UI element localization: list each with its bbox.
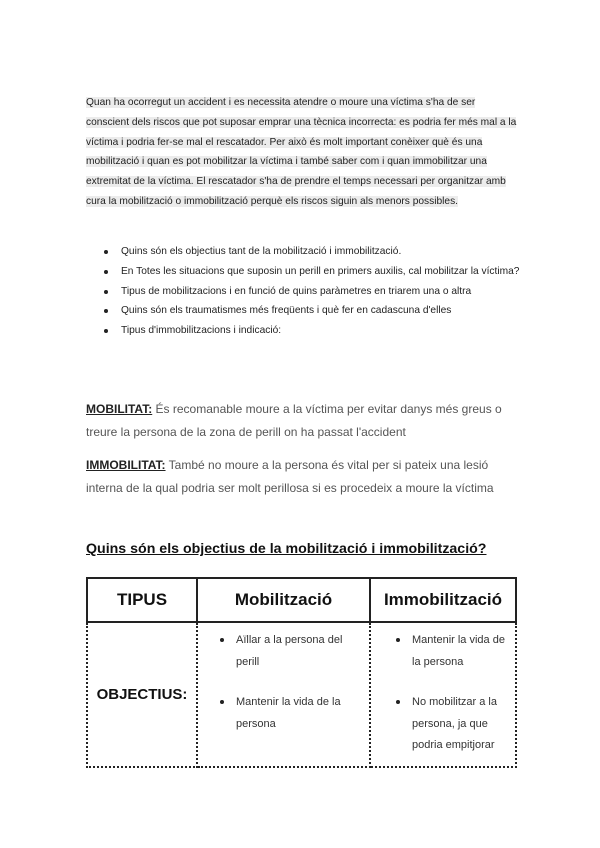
bullet-icon [220,638,224,642]
row-label-objectius: OBJECTIUS: [87,622,197,767]
bullet-icon [220,700,224,704]
definition-immobilitat [86,454,516,499]
intro-paragraph [86,93,518,212]
list-item [86,282,526,302]
list-item-text: Tipus d'immobilitzacions i indicació: [121,325,282,337]
list-item [86,321,526,341]
list-item [371,692,507,757]
list-item [86,301,526,321]
mobilitzacio-list [198,623,369,735]
list-item-text: Mantenir la vida de la persona [236,696,341,730]
list-item [371,630,507,673]
definition-text: També no moure a la persona és vital per si pateix una lesió interna de la qual podria ser molt perillosa si es procedeix a moure la víctima [86,458,494,495]
list-item-text: Tipus de mobilitzacions i en funció de quins paràmetres en triarem una o altra [121,285,472,297]
definition-term: IMMOBILITAT: [86,458,166,472]
immobilitzacio-list [371,623,515,757]
section-title: Quins són els objectius de la mobilització i immobilització? [86,541,487,557]
bullet-icon [104,290,108,294]
bullet-icon [104,250,108,254]
table-header-row [87,578,516,622]
definition-mobilitat [86,398,516,443]
header-tipus: TIPUS [87,578,197,622]
list-item-text: Aïllar a la persona del perill [236,634,343,668]
list-item-text: Quins són els traumatismes més freqüents i què fer en cadascuna d'elles [121,305,452,317]
objectives-table [86,577,517,768]
list-item [86,262,526,282]
header-mobilitzacio: Mobilització [197,578,370,622]
list-item-text: No mobilitzar a la persona, ja que podria empitjorar [412,696,497,751]
list-item-text: Mantenir la vida de la persona [412,634,505,668]
immobilitzacio-cell [370,622,516,767]
bullet-icon [104,270,108,274]
table-row [87,622,516,767]
list-item [86,242,526,262]
list-item [198,692,361,735]
list-item-text: En Totes les situacions que suposin un perill en primers auxilis, cal mobilitzar la víctima? [121,265,520,277]
list-item [198,630,361,673]
definition-text: És recomanable moure a la víctima per evitar danys més greus o treure la persona de la zona de perill on ha passat l'accident [86,402,502,439]
bullet-icon [396,700,400,704]
bullet-icon [104,309,108,313]
header-immobilitzacio: Immobilització [370,578,516,622]
intro-text: Quan ha ocorregut un accident i es necessita atendre o moure una víctima s'ha de ser conscient dels riscos que pot suposar emprar una tècnica incorrecta: es podria fer més mal a la víctima i podria fer-se mal el rescatador. Per això és molt important conèixer què és una mobilització i quan es pot mobilitzar la víctima i també saber com i quan immobilitzar una extremitat de la víctima. El rescatador s'ha de prendre el temps necessari per organitzar amb cura la mobilització o immobilització perquè els riscos siguin als menors possibles. [86,97,517,207]
list-item-text: Quins són els objectius tant de la mobilització i immobilització. [121,246,402,257]
definition-term: MOBILITAT: [86,402,153,416]
topics-list [86,242,526,341]
mobilitzacio-cell [197,622,370,767]
bullet-icon [104,329,108,333]
bullet-icon [396,638,400,642]
